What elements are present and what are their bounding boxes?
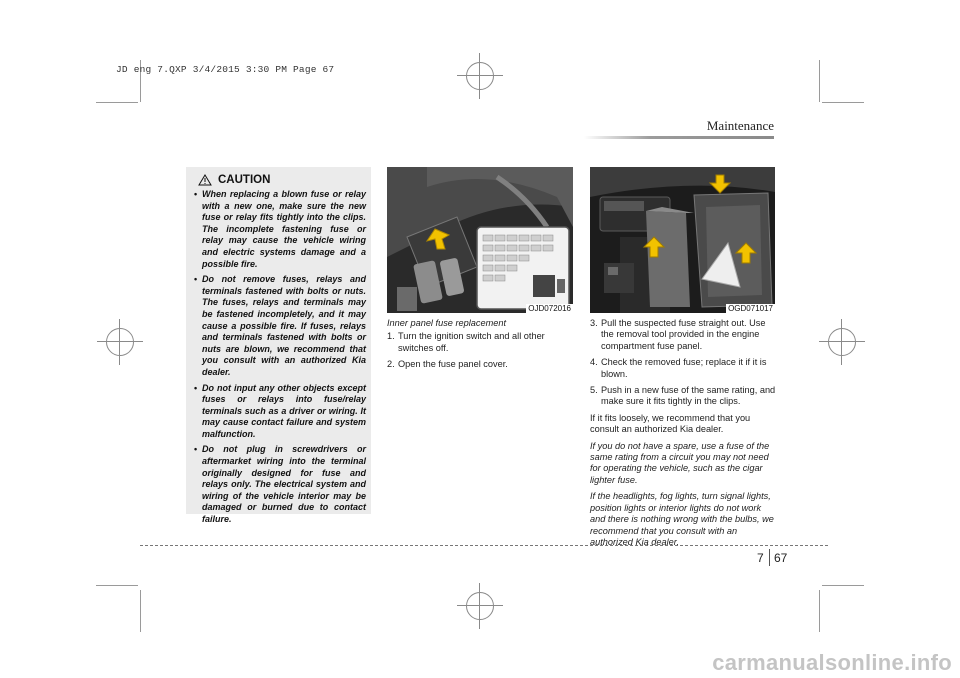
engine-compartment-photo (590, 167, 775, 313)
registration-mark-top (466, 62, 494, 90)
chapter-number: 7 (757, 551, 764, 565)
body-paragraph: If it fits loosely, we recommend that you consult an authorized Kia dealer. (590, 412, 751, 435)
step-text: Push in a new fuse of the same rating, and make sure it fits tightly in the clips. (601, 385, 776, 407)
footer-rule (140, 545, 828, 546)
figure-code: OJD072016 (528, 304, 571, 313)
print-slug: JD eng 7.QXP 3/4/2015 3:30 PM Page 67 (116, 64, 335, 75)
subsection-title: Inner panel fuse replacement (387, 318, 507, 328)
caution-item: • Do not plug in screwdrivers or aftermarket wiring into the terminal originally designed for fuse and relays only. The electrical system and wiring of the vehicle interior may be damaged or burned due to contact failure. (194, 444, 366, 525)
step-number: 1. (387, 331, 395, 342)
caution-item: • Do not remove fuses, relays and terminals fastened with bolts or nuts. The fuses, relays and terminals may be fastened incompletely, and it may cause a possible fire. If fuses, relays and terminals fastened with bolts or nuts are blown, we recommend that you consult with an authorized Kia dealer. (194, 274, 366, 378)
registration-mark-bottom (466, 592, 494, 620)
header-rule (584, 136, 774, 139)
italic-note: If you do not have a spare, use a fuse of the same rating from a circuit you may not need for operating the vehicle, such as the cigar lighter fuse. (590, 440, 770, 485)
crop-mark (96, 585, 138, 586)
page-number-divider (769, 549, 770, 566)
step-text: Turn the ignition switch and all other switches off. (398, 331, 545, 353)
step-text: Check the removed fuse; replace it if it is blown. (601, 357, 767, 379)
page-number: 67 (774, 551, 788, 565)
step-number: 4. (590, 357, 598, 368)
step-number: 2. (387, 359, 395, 370)
step-item (590, 357, 776, 380)
step-item (590, 385, 776, 408)
caution-item: • When replacing a blown fuse or relay with a new one, make sure the new fuse or relay fits tightly into the clips. The incomplete fastening fuse or relay may cause the vehicle wiring and electric systems damage and a possible fire. (194, 189, 366, 270)
caution-item: • Do not input any other objects except fuses or relays into fuse/relay terminals such as a driver or wiring. It may cause contact failure and system malfunction. (194, 383, 366, 441)
crop-mark (140, 590, 141, 632)
registration-mark-right (828, 328, 856, 356)
right-column (590, 318, 776, 553)
step-text: Pull the suspected fuse straight out. Use the removal tool provided in the engine compartment fuse panel. (601, 318, 766, 351)
crop-mark (819, 60, 820, 102)
caution-title: CAUTION (218, 174, 271, 186)
watermark: carmanualsonline.info (712, 650, 952, 675)
caution-list (194, 189, 366, 530)
step-text: Open the fuse panel cover. (398, 359, 508, 370)
step-item (387, 359, 573, 370)
step-item (387, 331, 573, 354)
figure-code: OGD071017 (728, 304, 773, 313)
caution-header (198, 174, 270, 186)
inner-panel-illustration (387, 167, 573, 313)
crop-mark (96, 102, 138, 103)
step-item (590, 318, 776, 352)
step-number: 3. (590, 318, 598, 328)
section-title: Maintenance (706, 118, 774, 133)
crop-mark (822, 102, 864, 103)
middle-column (387, 318, 573, 376)
crop-mark (819, 590, 820, 632)
warning-triangle-icon (198, 174, 212, 186)
step-number: 5. (590, 385, 598, 396)
inner-panel-photo (387, 167, 573, 313)
caution-box (186, 167, 371, 525)
engine-fuse-illustration (590, 167, 775, 313)
registration-mark-left (106, 328, 134, 356)
crop-mark (822, 585, 864, 586)
italic-note: If the headlights, fog lights, turn signal lights, position lights or interior lights do not work and there is nothing wrong with the bulbs, we recommend that you consult with an authorized Kia dealer. (590, 491, 774, 547)
